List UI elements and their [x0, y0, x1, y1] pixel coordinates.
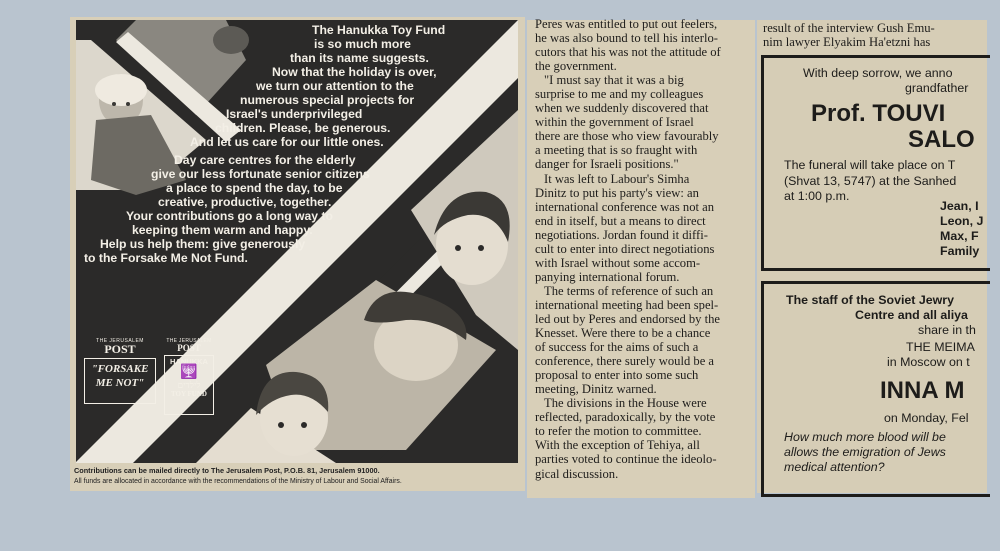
article-paragraph: [535, 73, 750, 171]
ad-line: creative, productive, together.: [158, 195, 332, 209]
menorah-icon: 🕎: [180, 365, 198, 380]
article-line: when we suddenly discovered that: [535, 101, 709, 116]
notice-name: SALO: [908, 126, 975, 153]
article-line: gical discussion.: [535, 466, 619, 481]
article-line: there are those who view favourably: [535, 129, 719, 144]
article-line: end in itself, but a means to direct: [535, 213, 706, 228]
article-line: to refer the motion to committee.: [535, 424, 702, 439]
ad-line: than its name suggests.: [290, 51, 429, 65]
notice-text: The staff of the Soviet Jewry: [786, 293, 954, 307]
article-line: a meeting that is so fraught with: [535, 143, 698, 158]
ad-line: we turn our attention to the: [256, 79, 414, 93]
article-line: The terms of reference of such an: [544, 283, 714, 298]
ad-line: Now that the holiday is over,: [272, 65, 437, 79]
notice-italic-text: medical attention?: [784, 460, 885, 474]
notice-text: (Shvat 13, 5747) at the Sanhed: [784, 174, 957, 188]
logo-hebrew-text: לילדים: [177, 380, 201, 390]
family-name: Max, F: [940, 229, 979, 243]
article-line: the government.: [535, 59, 617, 74]
family-name: Jean, I: [940, 199, 979, 213]
family-name: Leon, J: [940, 214, 984, 228]
notice-italic-text: How much more blood will be: [784, 430, 946, 444]
hanukka-toy-fund-logo: [164, 338, 214, 414]
article-column: [535, 17, 750, 481]
notice-text: grandfather: [905, 81, 969, 95]
article-line: surprise to me and my colleagues: [535, 87, 704, 102]
ad-line: And let us care for our little ones.: [190, 135, 384, 149]
article-line: reflected, paradoxically, by the vote: [535, 410, 716, 425]
ad-line: Day care centres for the elderly: [174, 153, 356, 167]
article-line: danger for Israeli positions.": [535, 157, 679, 172]
article-line: of success for the aims of such a: [535, 340, 699, 355]
logo-masthead: POST: [104, 342, 136, 356]
article-fragment-line: nim lawyer Elyakim Ha'etzni has: [763, 35, 931, 49]
article-line: meeting, Dinitz warned.: [535, 382, 657, 397]
notice-text: at 1:00 p.m.: [784, 189, 850, 203]
notice-text: With deep sorrow, we anno: [803, 66, 953, 80]
article-paragraph: [535, 396, 750, 480]
article-line: It was left to Labour's Simha: [544, 171, 690, 186]
logo-masthead: POST: [177, 343, 201, 353]
article-line: panying international forum.: [535, 269, 680, 284]
ad-line: keeping them warm and happy.: [132, 223, 313, 237]
article-line: "I must say that it was a big: [544, 73, 684, 88]
article-line: cutors that his was not the attitude of: [535, 45, 721, 60]
article-line: international meeting had been spel-: [535, 297, 719, 312]
logo-text-line1: "FORSAKE: [91, 363, 149, 375]
article-line: Knesset. Were there to be a chance: [535, 326, 711, 341]
ad-line: give our less fortunate senior citizens: [151, 167, 370, 181]
ad-line: to the Forsake Me Not Fund.: [84, 251, 248, 265]
ad-line: The Hanukka Toy Fund: [312, 23, 446, 37]
article-line: The divisions in the House were: [544, 396, 707, 411]
logo-masthead-small: THE JERUSALEM: [166, 338, 212, 344]
notice-name: INNA M: [880, 377, 965, 404]
contributions-note: Contributions can be mailed directly to The Jerusalem Post, P.O.B. 81, Jerusalem 91000.: [74, 466, 380, 475]
article-line: led out by Peres and endorsed by the: [535, 311, 721, 326]
article-line: with Israel without some accom-: [535, 255, 701, 270]
article-line: parties voted to continue the ideolo-: [535, 452, 717, 467]
article-line: within the government of Israel: [535, 115, 694, 130]
article-fragment-line: result of the interview Gush Emu-: [763, 21, 935, 35]
ad-line: is so much more: [314, 37, 411, 51]
ad-line: a place to spend the day, to be: [166, 181, 343, 195]
notice-italic-text: allows the emigration of Jews: [784, 445, 946, 459]
notice-text: share in th: [918, 323, 976, 337]
notice-text: on Monday, Fel: [884, 411, 969, 425]
logo-masthead-small: THE JERUSALEM: [96, 338, 144, 344]
logo-text-line2: TOY FUND: [171, 390, 207, 398]
article-line: international conference was not an: [535, 199, 715, 214]
notice-text: Centre and all aliya: [855, 308, 968, 322]
article-line: Peres was entitled to put out feelers,: [535, 17, 718, 31]
article-line: With the exception of Tehiya, all: [535, 438, 700, 453]
forsake-me-not-logo: [84, 338, 156, 408]
article-line: proposal to enter into some such: [535, 368, 699, 383]
article-line: conference, there surely would be a: [535, 354, 715, 369]
article-paragraph: [535, 17, 750, 73]
allocation-note: All funds are allocated in accordance with the recommendations of the Ministry of Labour and Social Affairs.: [74, 478, 402, 485]
article-line: Dinitz to put his party's view: an: [535, 185, 699, 200]
advertisement-panel: [76, 20, 518, 463]
ad-line: Help us help them: give generously: [100, 237, 306, 251]
logo-text-line1: HANUKKA: [170, 357, 208, 366]
article-line: negotiations. Jordan found it diffi-: [535, 227, 708, 242]
ad-line: numerous special projects for: [240, 93, 415, 107]
article-line: he was also bound to tell his interlo-: [535, 31, 718, 46]
article-line: cult to enter into direct negotiations: [535, 241, 715, 256]
notice-text: THE MEIMA: [906, 340, 975, 354]
family-name: Family: [940, 244, 980, 258]
article-paragraph: [535, 172, 750, 284]
notice-text: The funeral will take place on T: [784, 158, 956, 172]
logo-text-line2: ME NOT": [95, 377, 145, 389]
ad-line: Your contributions go a long way to: [126, 209, 333, 223]
ad-line: Israel's underprivileged: [226, 107, 363, 121]
notice-text: in Moscow on t: [887, 355, 970, 369]
article-paragraph: [535, 284, 750, 396]
notice-name: Prof. TOUVI: [811, 100, 946, 127]
ad-line: children. Please, be generous.: [215, 121, 391, 135]
